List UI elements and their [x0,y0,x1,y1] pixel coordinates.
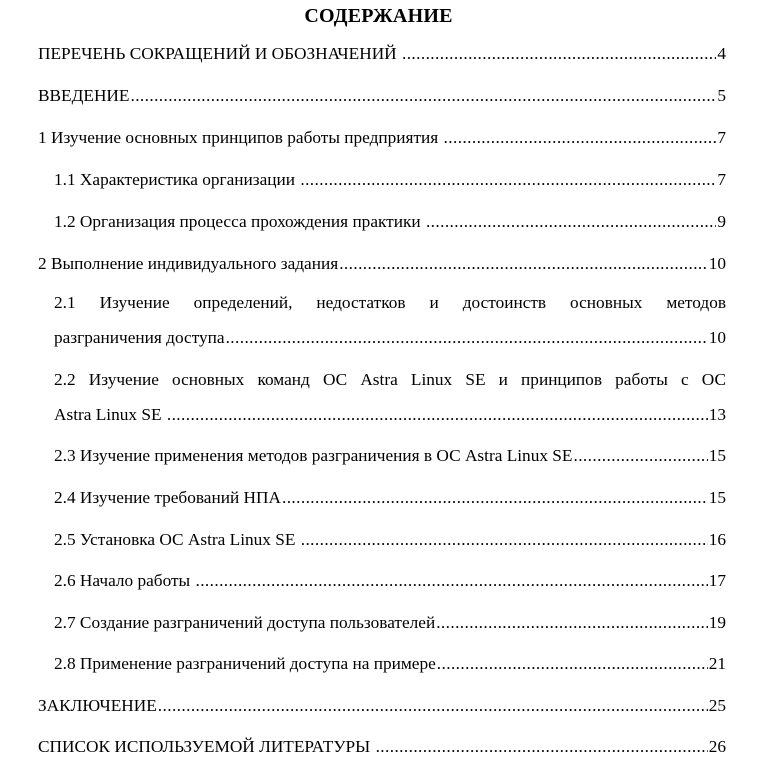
dot-leader [402,42,716,66]
toc-entry-section-2-4 [54,486,726,510]
dot-leader [301,528,708,552]
toc-entry-chapter-2 [38,252,726,276]
toc-entry-text: 2.3 Изучение применения методов разграничения в ОС Astra Linux SE [54,446,573,465]
toc-entry-text: 2.7 Создание разграничений доступа пользователей [54,613,436,632]
toc-entry-text: разграничения доступа [54,328,225,347]
dot-leader [376,735,708,759]
dot-leader [573,444,707,468]
toc-entry-section-2-8 [54,652,726,676]
dot-leader [300,168,716,192]
dot-leader [339,252,708,276]
toc-page-number: 17 [708,571,726,590]
dot-leader [426,210,716,234]
dot-leader [195,569,707,593]
toc-page-number: 25 [708,696,726,715]
toc-page-number: 5 [717,86,726,105]
dot-leader [167,403,708,427]
toc-page-number: 10 [708,328,726,347]
toc-page-number: 15 [708,488,726,507]
toc-entry-section-2-1-line-1: 2.1 Изучение определений, недостатков и достоинств основных методов [54,293,726,312]
toc-entry-text: 2.4 Изучение требований НПА [54,488,281,507]
toc-entry-section-1-1 [54,168,726,192]
toc-page-number: 10 [708,254,726,273]
toc-entry-section-2-1 [54,326,726,350]
toc-entry-text: Astra Linux SE [54,405,166,424]
dot-leader [226,326,708,350]
dot-leader [130,84,716,108]
toc-page-number: 19 [708,613,726,632]
toc-page-number: 26 [708,737,726,756]
toc-entry-text: 2.6 Начало работы [54,571,195,590]
toc-page-number: 21 [708,654,726,673]
dot-leader [436,611,708,635]
toc-entry-references [38,735,726,759]
toc-entry-abbreviations [38,42,726,66]
dot-leader [437,652,708,676]
toc-page-number: 9 [717,212,726,231]
toc-page-number: 13 [708,405,726,424]
toc-entry-section-2-2 [54,403,726,427]
toc-entry-section-2-7 [54,611,726,635]
toc-page-number: 7 [717,170,726,189]
toc-entry-text: 2 Выполнение индивидуального задания [38,254,339,273]
toc-entry-chapter-1 [38,126,726,150]
toc-entry-conclusion [38,694,726,718]
toc-page-number: 7 [717,128,726,147]
toc-entry-section-1-2 [54,210,726,234]
dot-leader [282,486,708,510]
toc-entry-text: 1 Изучение основных принципов работы предприятия [38,128,443,147]
toc-entry-section-2-3 [54,444,726,468]
toc-entry-section-2-5 [54,528,726,552]
toc-entry-text: 2.5 Установка ОС Astra Linux SE [54,530,300,549]
toc-entry-text: ВВЕДЕНИЕ [38,86,130,105]
toc-entry-text: ПЕРЕЧЕНЬ СОКРАЩЕНИЙ И ОБОЗНАЧЕНИЙ [38,44,401,63]
toc-page-number: 16 [708,530,726,549]
toc-title: СОДЕРЖАНИЕ [304,5,453,27]
toc-entry-section-2-2-line-1: 2.2 Изучение основных команд ОС Astra Linux SE и принципов работы с ОС [54,370,726,389]
toc-entry-text: 1.2 Организация процесса прохождения практики [54,212,425,231]
toc-entry-introduction [38,84,726,108]
toc-page-number: 4 [717,44,726,63]
toc-entry-text: 2.8 Применение разграничений доступа на примере [54,654,436,673]
dot-leader [158,694,708,718]
toc-entry-text: ЗАКЛЮЧЕНИЕ [38,696,157,715]
toc-entry-text: СПИСОК ИСПОЛЬЗУЕМОЙ ЛИТЕРАТУРЫ [38,737,375,756]
toc-entry-text: 1.1 Характеристика организации [54,170,300,189]
toc-entry-section-2-6 [54,569,726,593]
dot-leader [444,126,717,150]
toc-page-number: 15 [708,446,726,465]
